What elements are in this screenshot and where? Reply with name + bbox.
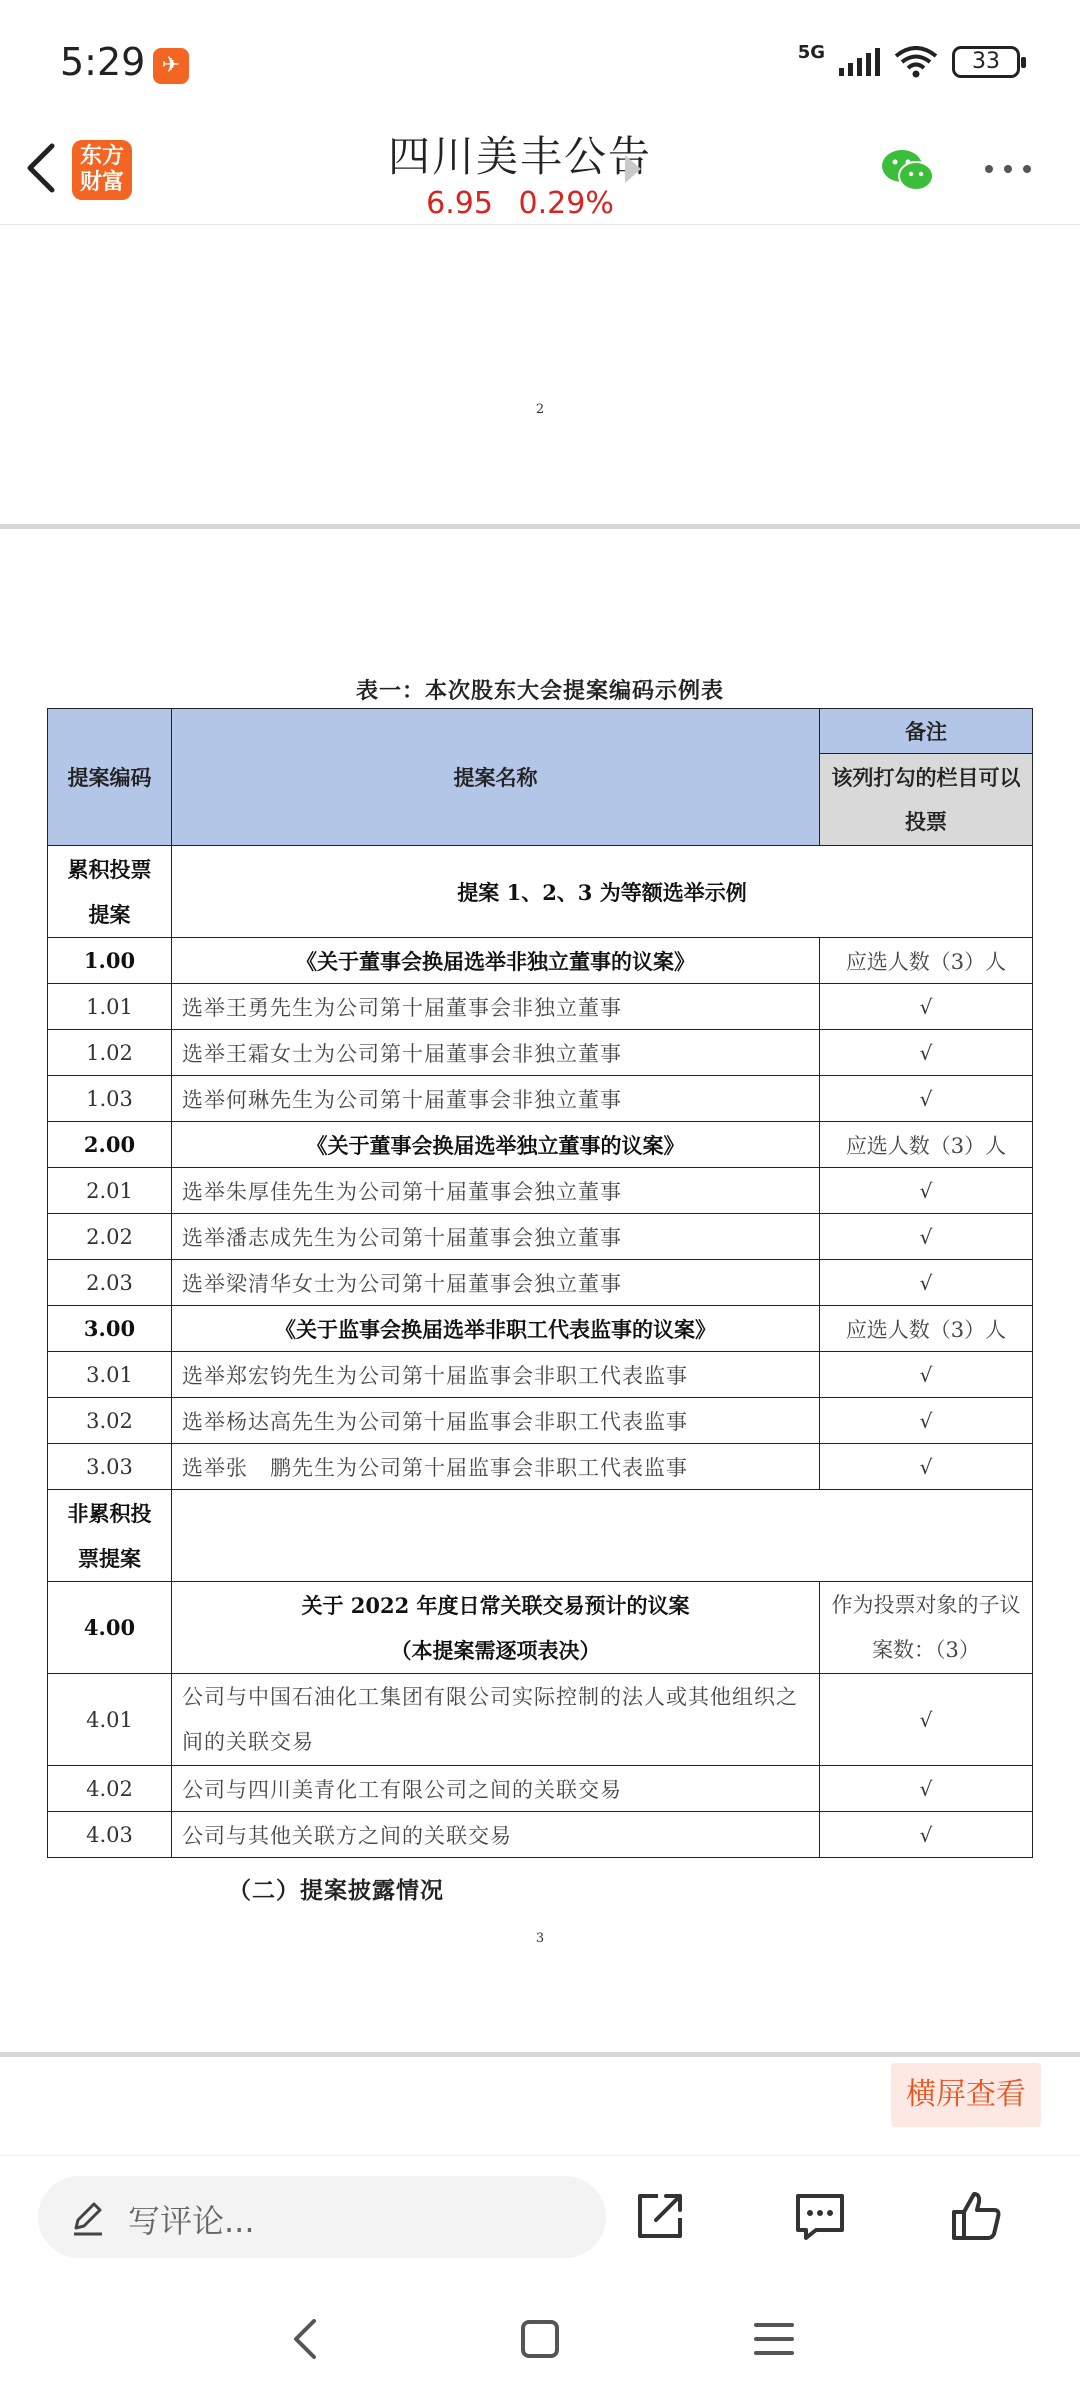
app-header [0,120,1080,225]
table-row: 4.02 公司与四川美青化工有限公司之间的关联交易 √ [48,1766,1033,1812]
table-row: 1.00 《关于董事会换届选举非独立董事的议案》 应选人数（3）人 [48,938,1033,984]
table-row: 4.00 关于 2022 年度日常关联交易预计的议案 （本提案需逐项表决） 作为投票对象的子议案数：（3） [48,1582,1033,1674]
page-title: 四川美丰公告 [387,132,652,181]
stock-change: 0.29% [518,186,614,221]
table-row: 2.01 选举朱厚佳先生为公司第十届董事会独立董事 √ [48,1168,1033,1214]
col-header-note: 备注 [820,709,1033,754]
table-row: 3.03 选举张 鹏先生为公司第十届监事会非职工代表监事 √ [48,1444,1033,1490]
page-separator [0,524,1080,529]
status-bar [0,0,1080,120]
page-separator [0,2052,1080,2057]
thumbs-up-icon[interactable] [948,2188,1004,2244]
nav-back-icon[interactable] [282,2315,330,2363]
col-header-name: 提案名称 [172,709,820,846]
landscape-view-button[interactable]: 横屏查看 [891,2063,1041,2127]
stock-title-block[interactable] [300,120,740,221]
stock-quote [300,186,740,221]
notification-app-icon: ✈ [153,48,189,84]
more-options-icon[interactable] [985,165,1031,173]
table-row: 4.03 公司与其他关联方之间的关联交易 √ [48,1812,1033,1858]
comment-input[interactable] [38,2176,606,2258]
nav-menu-icon[interactable] [750,2315,798,2363]
clock: 5:29 [60,40,146,84]
system-nav-bar [0,2275,1080,2400]
col-header-note-sub: 该列打勾的栏目可以投票 [820,754,1033,846]
network-type: 5G [797,41,825,63]
table-row: 2.02 选举潘志成先生为公司第十届董事会独立董事 √ [48,1214,1033,1260]
stock-price: 6.95 [426,186,493,221]
status-icons [797,41,1020,78]
signal-icon [839,48,880,76]
table-title: 表一：本次股东大会提案编码示例表 [355,678,724,704]
eastmoney-logo[interactable]: 东方 财富 [72,140,132,200]
table-row: 2.03 选举梁清华女士为公司第十届董事会独立董事 √ [48,1260,1033,1306]
wifi-icon [894,46,938,78]
table-row: 4.01 公司与中国石油化工集团有限公司实际控制的法人或其他组织之间的关联交易 √ [48,1674,1033,1766]
table-row: 3.00 《关于监事会换届选举非职工代表监事的议案》 应选人数（3）人 [48,1306,1033,1352]
table-row: 3.01 选举郑宏钧先生为公司第十届监事会非职工代表监事 √ [48,1352,1033,1398]
comment-placeholder: 写评论... [128,2202,255,2240]
table-row: 3.02 选举杨达高先生为公司第十届监事会非职工代表监事 √ [48,1398,1033,1444]
pencil-icon [68,2198,108,2238]
page-number-top: 2 [535,402,545,417]
comment-icon[interactable] [792,2188,848,2244]
share-icon[interactable] [632,2188,688,2244]
table-row: 1.03 选举何琳先生为公司第十届董事会非独立董事 √ [48,1076,1033,1122]
document-viewer[interactable] [0,226,1080,2056]
back-arrow-icon[interactable] [18,138,68,198]
table-row [48,1490,1033,1582]
wechat-share-icon[interactable] [878,146,938,196]
section-subheading: （二）提案披露情况 [228,1877,444,1904]
col-header-code: 提案编码 [48,709,172,846]
page-number-bottom: 3 [535,1931,545,1946]
nav-home-icon[interactable] [516,2315,564,2363]
cumulative-label: 累积投票提案 [48,846,172,938]
battery-icon: 33 [952,46,1020,78]
cumulative-desc: 提案 1、2、3 为等额选举示例 [172,846,1033,938]
bottom-action-bar [0,2155,1080,2275]
play-triangle-icon[interactable] [625,155,641,183]
table-row: 2.00 《关于董事会换届选举独立董事的议案》 应选人数（3）人 [48,1122,1033,1168]
non-cumulative-label: 非累积投票提案 [48,1490,172,1582]
table-row: 1.02 选举王霜女士为公司第十届董事会非独立董事 √ [48,1030,1033,1076]
table-row: 1.01 选举王勇先生为公司第十届董事会非独立董事 √ [48,984,1033,1030]
proposal-table [47,708,1033,1858]
